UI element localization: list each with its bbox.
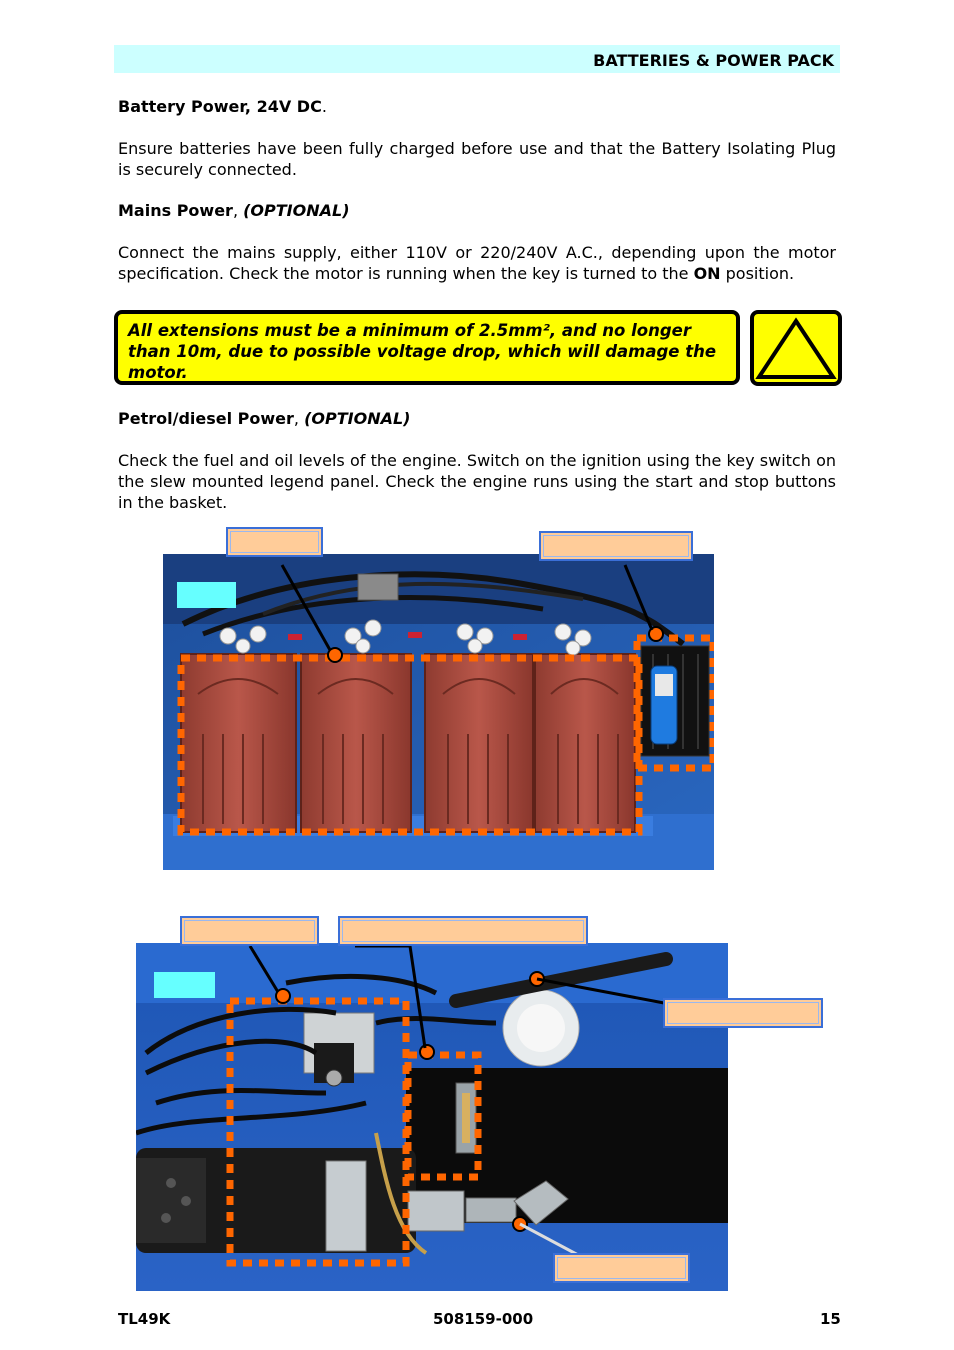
tank-callout [338, 916, 588, 946]
petrol-sep: , [293, 409, 305, 428]
hand-pump-callout [663, 998, 823, 1028]
mains-heading: Mains Power [118, 201, 233, 220]
footer-page-number: 15 [820, 1310, 841, 1328]
mains-optional: (OPTIONAL) [243, 201, 350, 220]
mains-sep: , [232, 201, 244, 220]
petrol-text: Check the fuel and oil levels of the engine. Switch on the ignition using the key switch on the slew mounted legend panel. Check the engine runs using the start and stop buttons in the basket. [118, 451, 836, 512]
battery-heading-end: . [321, 97, 327, 116]
footer-doc-number: 508159-000 [433, 1310, 534, 1328]
mains-text-before: Connect the mains supply, either 110V or 220/240V A.C., depending upon the motor specification. Check the motor is running when the key is turned to the [118, 243, 836, 283]
battery-heading: Battery Power, 24V DC [118, 97, 322, 116]
pump-socket-callout [553, 1253, 690, 1283]
battery-text: Ensure batteries have been fully charged before use and that the Battery Isolating Plug is securely connected. [118, 139, 836, 179]
petrol-optional: (OPTIONAL) [304, 409, 411, 428]
warning-text: All extensions must be a minimum of 2.5mm², and no longer than 10m, due to possible voltage drop, which will damage the motor. [128, 321, 717, 382]
footer-model: TL49K [118, 1310, 171, 1328]
petrol-heading: Petrol/diesel Power [118, 409, 294, 428]
page-section-title: BATTERIES & POWER PACK [593, 51, 834, 70]
control-valves-callout [180, 916, 319, 946]
mains-on-word: ON [693, 264, 721, 283]
mains-text-after: position. [720, 264, 795, 283]
